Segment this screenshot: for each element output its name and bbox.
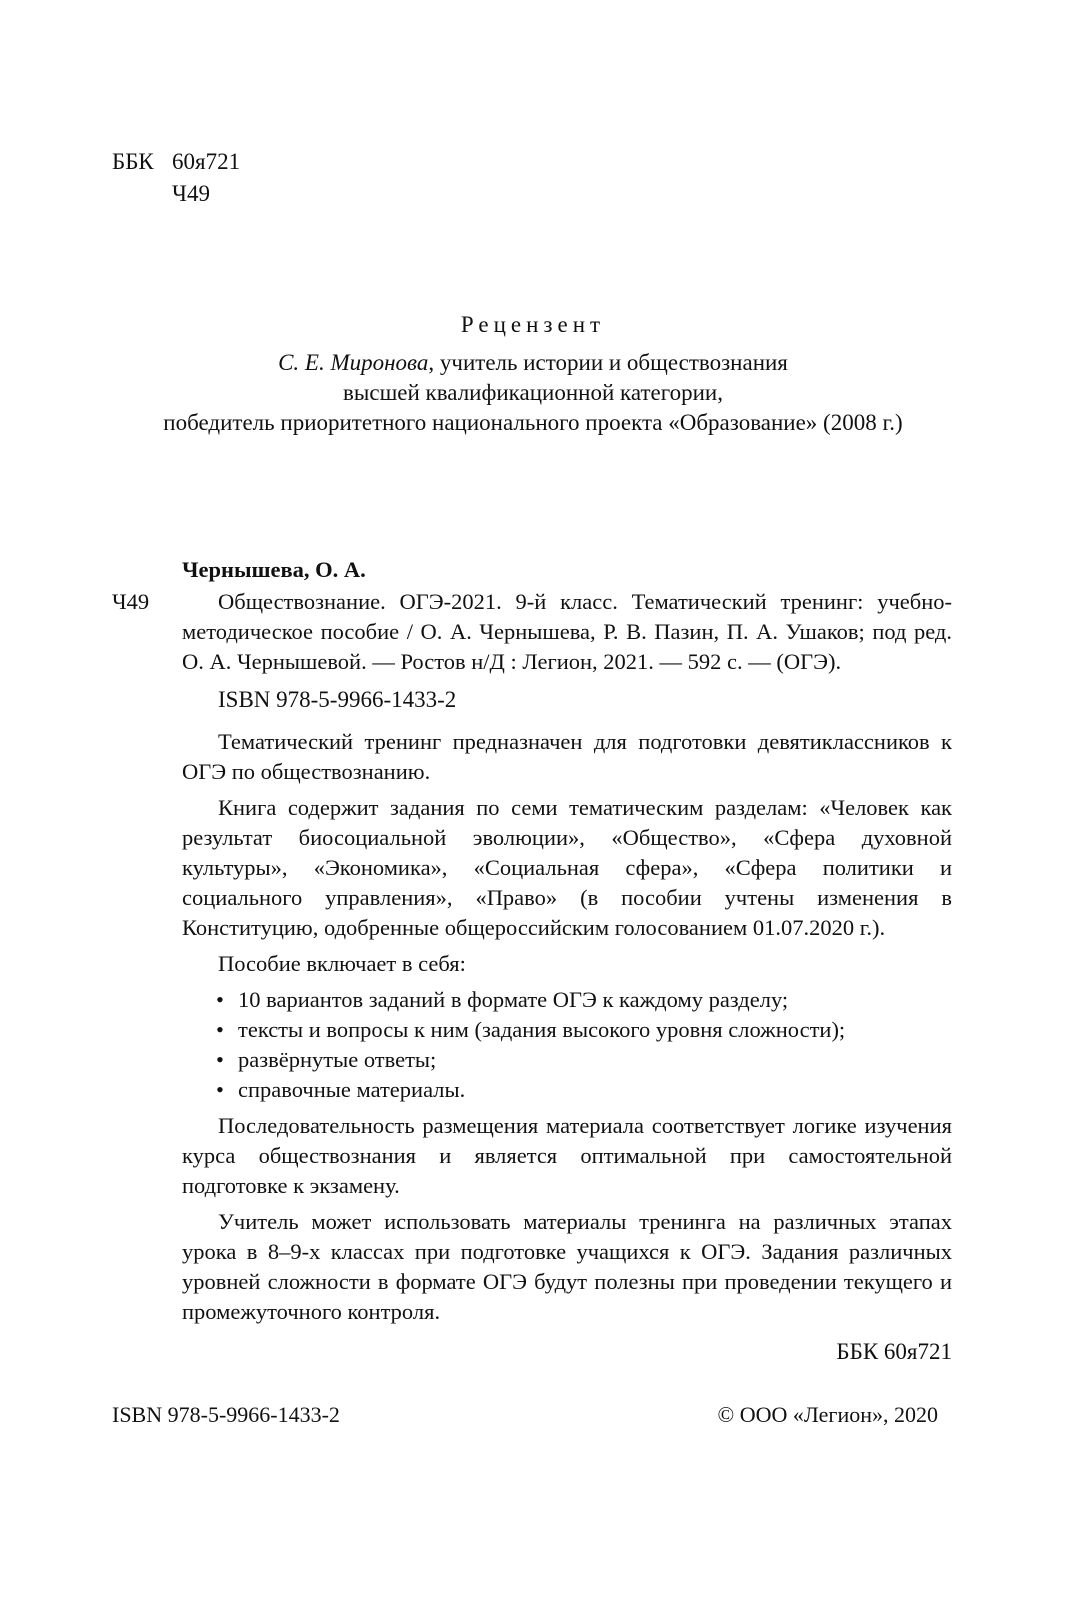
reviewer-block	[0, 310, 1066, 438]
annotation-paragraph: Книга содержит задания по семи тематическим разделам: «Человек как результат биосоциальной эволюции», «Общество», «Сфера духовной культуры», «Экономика», «Социальная сфера», «Сфера политики и социального управления», «Право» (в пособии учтены изменения в Конституцию, одобренные общероссийским голосованием 01.07.2020 г.).	[182, 795, 952, 940]
copyright: © ООО «Легион», 2020	[717, 1402, 938, 1427]
reviewer-name: С. Е. Миронова	[278, 350, 429, 375]
annotation-author: Чернышева, О. А.	[182, 557, 366, 582]
annotation-body	[112, 727, 952, 1367]
annotation-isbn: ISBN 978-5-9966-1433-2	[218, 687, 457, 712]
list-item-text: тексты и вопросы к ним (задания высокого уровня сложности);	[238, 1017, 846, 1042]
reviewer-line-3: победитель приоритетного национального проекта «Образование» (2008 г.)	[163, 410, 903, 435]
footer-isbn: ISBN 978-5-9966-1433-2	[112, 1402, 340, 1427]
bibliographic-description	[112, 587, 952, 677]
bbk-index-block	[112, 146, 240, 210]
list-item	[182, 1045, 952, 1075]
bbk-code: 60я721	[172, 149, 241, 174]
bullet-icon: •	[216, 987, 224, 1012]
reviewer-heading: Рецензент	[460, 312, 606, 337]
list-item-text: справочные материалы.	[238, 1077, 466, 1102]
bullet-icon: •	[216, 1077, 224, 1102]
annotation-author-sign: Ч49	[112, 589, 150, 614]
annotation-block	[112, 555, 952, 1367]
annotation-paragraph: Пособие включает в себя:	[218, 951, 466, 976]
list-item	[182, 985, 952, 1015]
annotation-paragraph: Последовательность размещения материала соответствует логике изучения курса обществознания и является оптимальной при самостоятельной подготовке к экзамену.	[182, 1113, 952, 1198]
bibliographic-text: Обществознание. ОГЭ-2021. 9-й класс. Тематический тренинг: учебно-методическое пособие / О. А. Чернышева, Р. В. Пазин, П. А. Ушаков; под ред. О. А. Чернышевой. — Ростов н/Д : Легион, 2021. — 592 с. — (ОГЭ).	[182, 589, 952, 674]
bbk-bottom: ББК 60я721	[836, 1339, 952, 1364]
annotation-paragraph: Тематический тренинг предназначен для подготовки девятиклассников к ОГЭ по обществознанию.	[182, 729, 952, 784]
list-item-text: 10 вариантов заданий в формате ОГЭ к каждому разделу;	[238, 987, 789, 1012]
footer	[112, 1402, 938, 1428]
contents-list	[182, 985, 952, 1105]
author-sign: Ч49	[172, 181, 210, 206]
list-item-text: развёрнутые ответы;	[238, 1047, 437, 1072]
list-item	[182, 1015, 952, 1045]
bullet-icon: •	[216, 1047, 224, 1072]
list-item	[182, 1075, 952, 1105]
reviewer-line-1	[0, 348, 1066, 378]
bullet-icon: •	[216, 1017, 224, 1042]
reviewer-line-2: высшей квалификационной категории,	[343, 380, 723, 405]
annotation-paragraph: Учитель может использовать материалы тренинга на различных этапах урока в 8–9-х классах при подготовке учащихся к ОГЭ. Задания различных уровней сложности в формате ОГЭ будут полезны при проведении текущего и промежуточного контроля.	[182, 1209, 952, 1324]
bbk-label: ББК	[112, 149, 154, 174]
reviewer-position: , учитель истории и обществознания	[428, 350, 788, 375]
